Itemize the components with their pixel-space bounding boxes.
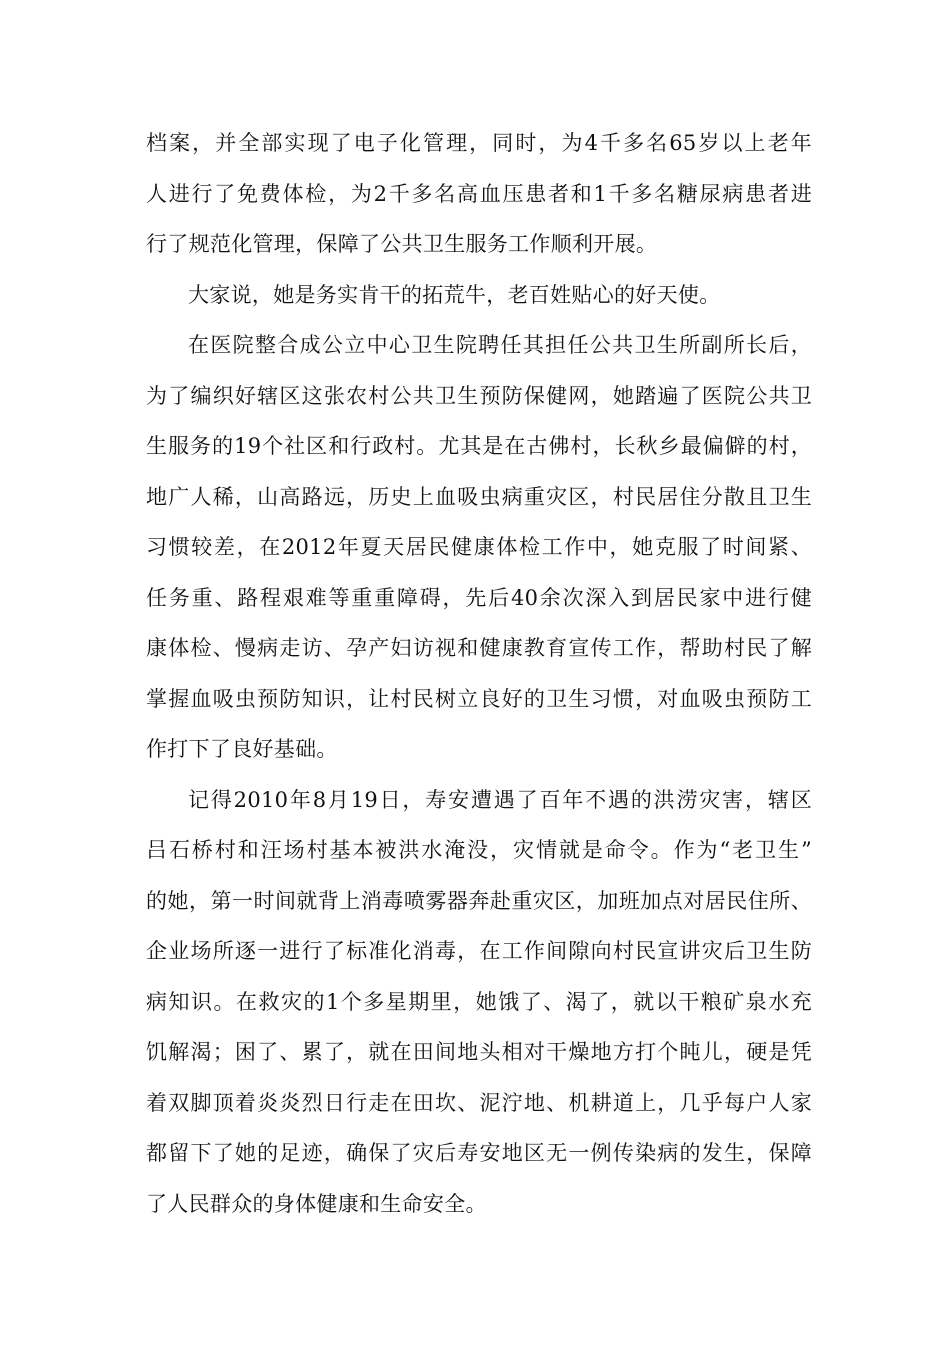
text-line: 行了规范化管理，保障了公共卫生服务工作顺利开展。: [146, 232, 658, 256]
text-line: 都留下了她的足迹，确保了灾后寿安地区无一例传染病的发生，保障: [146, 1141, 812, 1165]
text-line: 企业场所逐一进行了标准化消毒，在工作间隙向村民宣讲灾后卫生防: [146, 939, 812, 963]
text-line: 着双脚顶着炎炎烈日行走在田坎、泥泞地、机耕道上，几乎每户人家: [146, 1090, 812, 1115]
paragraph-1: [146, 118, 812, 270]
paragraph-4: [146, 775, 812, 1230]
text-line: 记得2010年8月19日，寿安遭遇了百年不遇的洪涝灾害，辖区: [188, 787, 812, 812]
text-line: 掌握血吸虫预防知识，让村民树立良好的卫生习惯，对血吸虫预防工: [146, 686, 812, 711]
text-line: 生服务的19个社区和行政村。尤其是在古佛村，长秋乡最偏僻的村，: [146, 434, 812, 458]
text-line: 病知识。在救灾的1个多星期里，她饿了、渴了，就以干粮矿泉水充: [146, 989, 812, 1014]
text-line: 作打下了良好基础。: [146, 737, 338, 761]
paragraph-3: [146, 320, 812, 775]
text-line: 大家说，她是务实肯干的拓荒牛，老百姓贴心的好天使。: [188, 282, 721, 307]
text-line: 地广人稀，山高路远，历史上血吸虫病重灾区，村民居住分散且卫生: [146, 484, 812, 509]
text-line: 的她，第一时间就背上消毒喷雾器奔赴重灾区，加班加点对居民住所、: [146, 888, 812, 913]
text-line: 为了编织好辖区这张农村公共卫生预防保健网，她踏遍了医院公共卫: [146, 383, 812, 408]
paragraph-2: [146, 270, 812, 321]
text-line: 档案，并全部实现了电子化管理，同时，为4千多名65岁以上老年: [146, 131, 812, 155]
text-line: 任务重、路程艰难等重重障碍，先后40余次深入到居民家中进行健: [146, 585, 812, 610]
text-line: 习惯较差，在2012年夏天居民健康体检工作中，她克服了时间紧、: [146, 535, 812, 559]
text-line: 在医院整合成公立中心卫生院聘任其担任公共卫生所副所长后，: [188, 333, 812, 357]
text-line: 人进行了免费体检，为2千多名高血压患者和1千多名糖尿病患者进: [146, 181, 812, 206]
text-line: 吕石桥村和汪场村基本被洪水淹没，灾情就是命令。作为“老卫生”: [146, 838, 812, 862]
text-line: 饥解渴；困了、累了，就在田间地头相对干燥地方打个盹儿，硬是凭: [146, 1040, 812, 1064]
text-line: 康体检、慢病走访、孕产妇访视和健康教育宣传工作，帮助村民了解: [146, 636, 812, 660]
text-line: 了人民群众的身体健康和生命安全。: [146, 1191, 487, 1216]
document-body: [146, 118, 812, 1229]
